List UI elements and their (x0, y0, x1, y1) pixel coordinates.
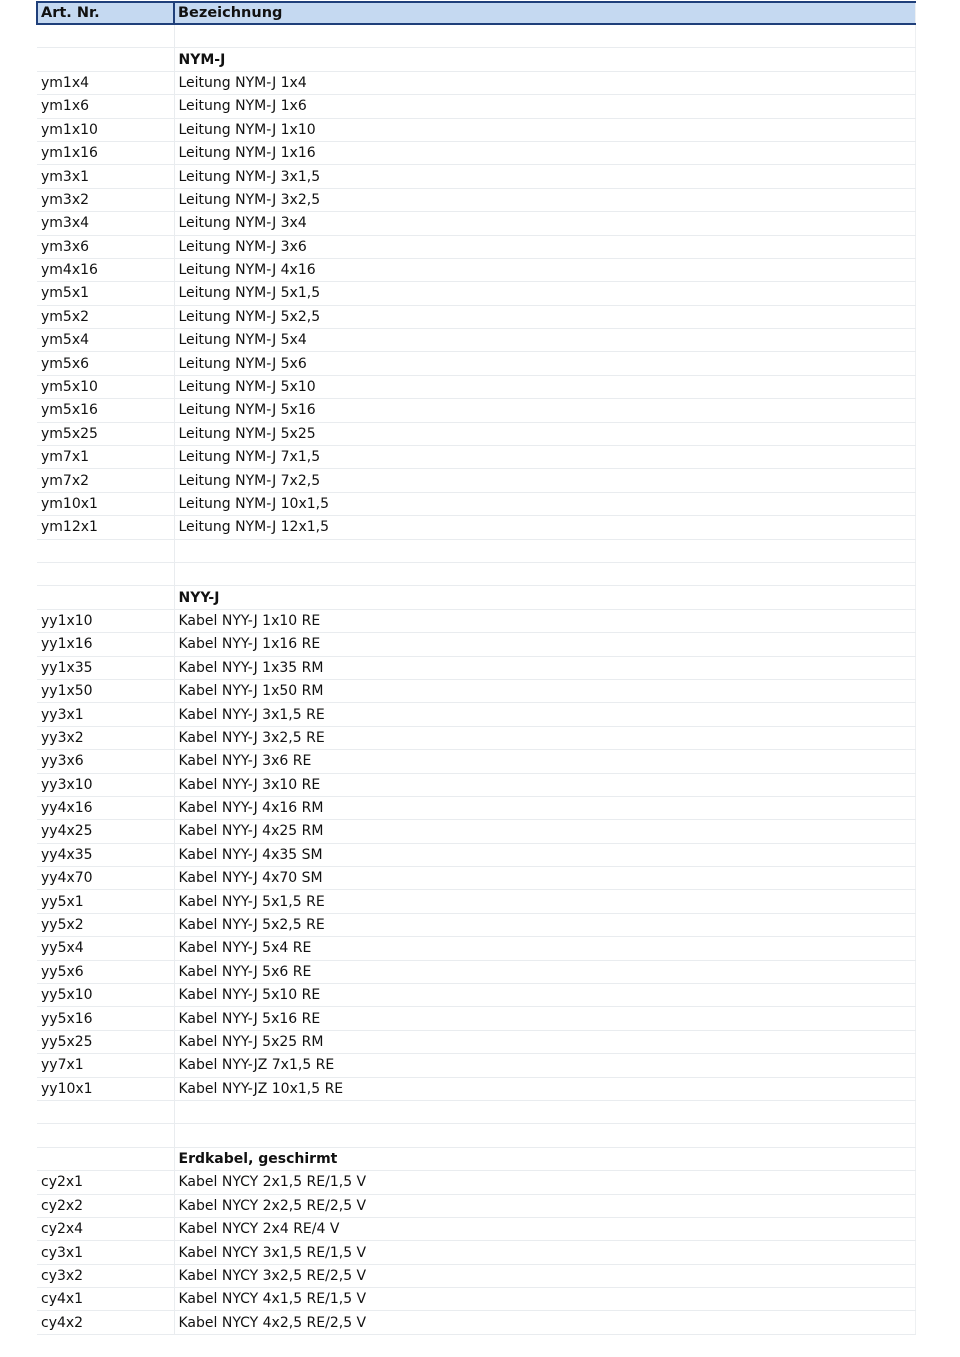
table-row (37, 469, 915, 492)
table-row (37, 422, 915, 445)
table-row (37, 773, 915, 796)
header-bezeichnung[interactable]: Bezeichnung (174, 2, 915, 24)
table-row (37, 960, 915, 983)
table-row (37, 1217, 915, 1240)
table-row (37, 1194, 915, 1217)
article-number-cell[interactable]: yy1x35 (37, 656, 174, 679)
table-row (37, 1054, 915, 1077)
article-number-cell[interactable]: cy3x2 (37, 1264, 174, 1287)
section-title-row (37, 586, 915, 609)
article-number-cell[interactable]: ym5x6 (37, 352, 174, 375)
description-cell[interactable]: Kabel NYY-JZ 7x1,5 RE (174, 1054, 915, 1077)
table-row (37, 913, 915, 936)
table-row (37, 867, 915, 890)
table-row (37, 118, 915, 141)
article-number-cell[interactable]: ym1x4 (37, 71, 174, 94)
empty-cell[interactable] (37, 562, 174, 585)
article-number-cell[interactable]: yy5x16 (37, 1007, 174, 1030)
description-cell[interactable]: Leitung NYM-J 3x1,5 (174, 165, 915, 188)
empty-cell[interactable] (37, 539, 174, 562)
article-number-cell[interactable]: cy2x1 (37, 1171, 174, 1194)
description-cell[interactable]: Kabel NYY-J 5x6 RE (174, 960, 915, 983)
table-row (37, 71, 915, 94)
section-title-row (37, 1147, 915, 1170)
table-row (37, 796, 915, 819)
table-row (37, 375, 915, 398)
description-cell[interactable]: Kabel NYCY 2x2,5 RE/2,5 V (174, 1194, 915, 1217)
article-number-cell[interactable]: yy5x25 (37, 1030, 174, 1053)
description-cell[interactable]: Leitung NYM-J 3x4 (174, 212, 915, 235)
description-cell[interactable]: Kabel NYY-J 1x35 RM (174, 656, 915, 679)
description-cell[interactable]: Kabel NYY-J 4x25 RM (174, 820, 915, 843)
empty-cell[interactable] (174, 562, 915, 585)
table-row (37, 843, 915, 866)
table-row (37, 1241, 915, 1264)
section-title[interactable]: NYM-J (174, 48, 915, 71)
table-row (37, 235, 915, 258)
description-cell[interactable]: Leitung NYM-J 7x1,5 (174, 446, 915, 469)
table-row (37, 984, 915, 1007)
description-cell[interactable]: Kabel NYY-J 3x10 RE (174, 773, 915, 796)
article-number-cell[interactable]: yy3x2 (37, 726, 174, 749)
description-cell[interactable]: Leitung NYM-J 5x16 (174, 399, 915, 422)
article-number-cell[interactable]: yy3x1 (37, 703, 174, 726)
article-number-cell[interactable]: yy4x70 (37, 867, 174, 890)
table-row (37, 516, 915, 539)
description-cell[interactable]: Leitung NYM-J 5x2,5 (174, 305, 915, 328)
table-row (37, 609, 915, 632)
empty-cell[interactable] (37, 1100, 174, 1123)
empty-row (37, 562, 915, 585)
article-number-cell[interactable]: ym5x2 (37, 305, 174, 328)
table-row (37, 1288, 915, 1311)
section-title[interactable]: Erdkabel, geschirmt (174, 1147, 915, 1170)
article-number-cell[interactable]: cy3x1 (37, 1241, 174, 1264)
article-number-cell[interactable]: yy7x1 (37, 1054, 174, 1077)
description-cell[interactable]: Leitung NYM-J 10x1,5 (174, 492, 915, 515)
table-row (37, 1311, 915, 1334)
article-number-cell[interactable]: yy4x16 (37, 796, 174, 819)
description-cell[interactable]: Kabel NYCY 2x1,5 RE/1,5 V (174, 1171, 915, 1194)
article-number-cell[interactable]: ym10x1 (37, 492, 174, 515)
article-number-cell[interactable]: yy3x6 (37, 750, 174, 773)
article-number-cell[interactable]: cy4x2 (37, 1311, 174, 1334)
article-number-cell[interactable]: cy2x2 (37, 1194, 174, 1217)
table-row (37, 282, 915, 305)
article-number-cell[interactable]: yy5x10 (37, 984, 174, 1007)
table-row (37, 890, 915, 913)
article-number-cell[interactable]: ym5x1 (37, 282, 174, 305)
table-row (37, 446, 915, 469)
description-cell[interactable]: Kabel NYY-J 3x2,5 RE (174, 726, 915, 749)
table-row (37, 750, 915, 773)
table-row (37, 329, 915, 352)
description-cell[interactable]: Leitung NYM-J 4x16 (174, 258, 915, 281)
empty-row (37, 539, 915, 562)
empty-cell[interactable] (37, 48, 174, 71)
description-cell[interactable]: Kabel NYCY 3x1,5 RE/1,5 V (174, 1241, 915, 1264)
article-table (36, 1, 916, 1335)
spreadsheet (36, 1, 914, 1335)
table-row (37, 633, 915, 656)
section-title[interactable]: NYY-J (174, 586, 915, 609)
empty-cell[interactable] (174, 1124, 915, 1147)
description-cell[interactable]: Leitung NYM-J 7x2,5 (174, 469, 915, 492)
description-cell[interactable]: Kabel NYY-J 3x6 RE (174, 750, 915, 773)
article-number-cell[interactable]: yy5x1 (37, 890, 174, 913)
empty-cell[interactable] (37, 1124, 174, 1147)
table-row (37, 212, 915, 235)
description-cell[interactable]: Leitung NYM-J 1x16 (174, 141, 915, 164)
table-row (37, 937, 915, 960)
description-cell[interactable]: Kabel NYY-J 3x1,5 RE (174, 703, 915, 726)
empty-row (37, 1100, 915, 1123)
article-number-cell[interactable]: ym1x10 (37, 118, 174, 141)
article-number-cell[interactable]: yy5x6 (37, 960, 174, 983)
empty-cell[interactable] (37, 586, 174, 609)
table-row (37, 656, 915, 679)
section-title-row (37, 48, 915, 71)
article-number-cell[interactable]: ym1x16 (37, 141, 174, 164)
article-number-cell[interactable]: ym5x16 (37, 399, 174, 422)
table-row (37, 820, 915, 843)
empty-cell[interactable] (174, 539, 915, 562)
description-cell[interactable]: Kabel NYY-J 1x16 RE (174, 633, 915, 656)
description-cell[interactable]: Kabel NYY-JZ 10x1,5 RE (174, 1077, 915, 1100)
empty-cell[interactable] (174, 1100, 915, 1123)
article-number-cell[interactable]: yy10x1 (37, 1077, 174, 1100)
description-cell[interactable]: Leitung NYM-J 12x1,5 (174, 516, 915, 539)
description-cell[interactable]: Leitung NYM-J 5x25 (174, 422, 915, 445)
article-number-cell[interactable]: yy1x10 (37, 609, 174, 632)
description-cell[interactable]: Kabel NYCY 2x4 RE/4 V (174, 1217, 915, 1240)
description-cell[interactable]: Leitung NYM-J 3x6 (174, 235, 915, 258)
article-number-cell[interactable]: ym3x4 (37, 212, 174, 235)
description-cell[interactable]: Kabel NYY-J 1x10 RE (174, 609, 915, 632)
table-row (37, 492, 915, 515)
table-row (37, 352, 915, 375)
description-cell[interactable]: Kabel NYCY 3x2,5 RE/2,5 V (174, 1264, 915, 1287)
description-cell[interactable]: Kabel NYY-J 5x1,5 RE (174, 890, 915, 913)
table-row (37, 703, 915, 726)
article-number-cell[interactable]: yy3x10 (37, 773, 174, 796)
description-cell[interactable]: Kabel NYY-J 4x16 RM (174, 796, 915, 819)
description-cell[interactable]: Leitung NYM-J 5x6 (174, 352, 915, 375)
article-number-cell[interactable]: yy4x25 (37, 820, 174, 843)
article-number-cell[interactable]: yy5x2 (37, 913, 174, 936)
description-cell[interactable]: Kabel NYCY 4x2,5 RE/2,5 V (174, 1311, 915, 1334)
article-number-cell[interactable]: yy5x4 (37, 937, 174, 960)
empty-cell[interactable] (37, 1147, 174, 1170)
description-cell[interactable]: Leitung NYM-J 1x10 (174, 118, 915, 141)
table-row (37, 679, 915, 702)
table-row (37, 399, 915, 422)
article-number-cell[interactable]: ym5x4 (37, 329, 174, 352)
description-cell[interactable]: Kabel NYY-J 4x35 SM (174, 843, 915, 866)
table-row (37, 165, 915, 188)
article-number-cell[interactable]: ym7x1 (37, 446, 174, 469)
table-row (37, 1264, 915, 1287)
description-cell[interactable]: Leitung NYM-J 1x6 (174, 95, 915, 118)
article-number-cell[interactable]: ym3x1 (37, 165, 174, 188)
header-row (37, 2, 915, 24)
article-number-cell[interactable]: ym5x10 (37, 375, 174, 398)
description-cell[interactable]: Kabel NYY-J 5x2,5 RE (174, 913, 915, 936)
table-row (37, 1077, 915, 1100)
article-number-cell[interactable]: cy2x4 (37, 1217, 174, 1240)
empty-cell[interactable] (174, 24, 915, 48)
description-cell[interactable]: Kabel NYY-J 5x16 RE (174, 1007, 915, 1030)
description-cell[interactable]: Leitung NYM-J 5x1,5 (174, 282, 915, 305)
description-cell[interactable]: Leitung NYM-J 1x4 (174, 71, 915, 94)
article-number-cell[interactable]: yy1x50 (37, 679, 174, 702)
table-row (37, 305, 915, 328)
table-row (37, 1030, 915, 1053)
article-number-cell[interactable]: yy1x16 (37, 633, 174, 656)
table-row (37, 726, 915, 749)
table-row (37, 95, 915, 118)
empty-row (37, 1124, 915, 1147)
article-number-cell[interactable]: ym4x16 (37, 258, 174, 281)
description-cell[interactable]: Leitung NYM-J 5x4 (174, 329, 915, 352)
article-number-cell[interactable]: ym5x25 (37, 422, 174, 445)
article-number-cell[interactable]: cy4x1 (37, 1288, 174, 1311)
description-cell[interactable]: Kabel NYY-J 5x10 RE (174, 984, 915, 1007)
article-number-cell[interactable]: yy4x35 (37, 843, 174, 866)
table-row (37, 258, 915, 281)
article-number-cell[interactable]: ym3x2 (37, 188, 174, 211)
description-cell[interactable]: Kabel NYY-J 5x25 RM (174, 1030, 915, 1053)
article-number-cell[interactable]: ym3x6 (37, 235, 174, 258)
article-number-cell[interactable]: ym7x2 (37, 469, 174, 492)
description-cell[interactable]: Kabel NYY-J 5x4 RE (174, 937, 915, 960)
table-row (37, 1007, 915, 1030)
header-art-nr[interactable]: Art. Nr. (37, 2, 174, 24)
table-row (37, 188, 915, 211)
article-number-cell[interactable]: ym1x6 (37, 95, 174, 118)
empty-cell[interactable] (37, 24, 174, 48)
description-cell[interactable]: Kabel NYY-J 4x70 SM (174, 867, 915, 890)
description-cell[interactable]: Leitung NYM-J 5x10 (174, 375, 915, 398)
description-cell[interactable]: Kabel NYCY 4x1,5 RE/1,5 V (174, 1288, 915, 1311)
description-cell[interactable]: Kabel NYY-J 1x50 RM (174, 679, 915, 702)
description-cell[interactable]: Leitung NYM-J 3x2,5 (174, 188, 915, 211)
table-row (37, 1171, 915, 1194)
table-row (37, 141, 915, 164)
article-number-cell[interactable]: ym12x1 (37, 516, 174, 539)
empty-row (37, 24, 915, 48)
